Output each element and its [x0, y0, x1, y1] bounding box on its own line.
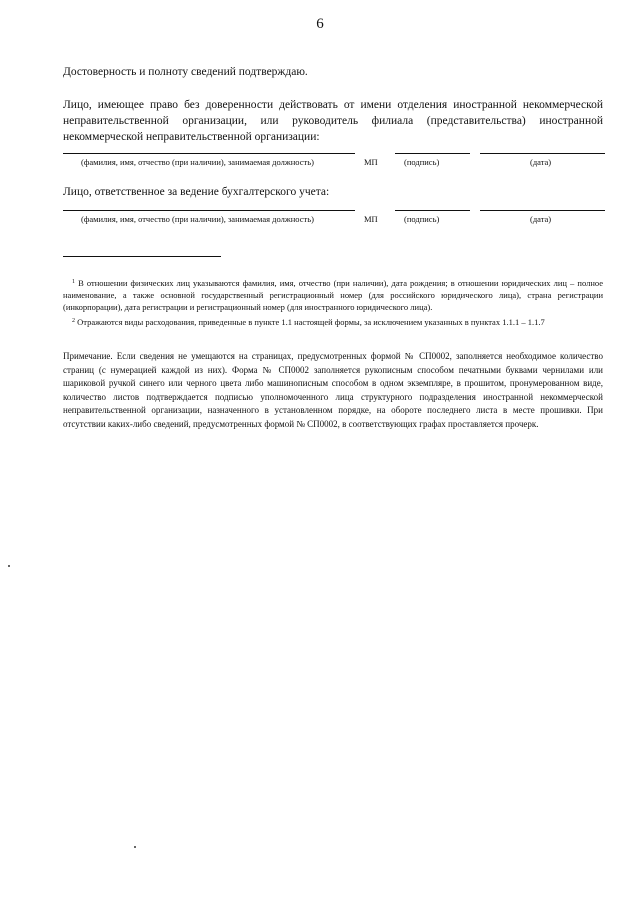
confirmation-statement: Достоверность и полноту сведений подтверждаю.	[63, 66, 308, 78]
date-caption: (дата)	[530, 157, 552, 167]
signature-caption: (подпись)	[404, 157, 440, 167]
footnote-marker: 2	[72, 318, 75, 324]
stamp-caption: МП	[364, 214, 378, 224]
footnote-2	[63, 315, 603, 328]
footnote-separator	[63, 256, 221, 257]
footnote-marker: 1	[72, 279, 75, 285]
date-caption: (дата)	[530, 214, 552, 224]
footnote-text: В отношении физических лиц указываются фамилия, имя, отчество (при наличии), дата рождения; в отношении юридических лиц – полное наименование, а также основной государственный регистрационный номер (для российского юридического лица), страна регистрации (инкорпорации), дата регистрации и регистрационный номер (для иностранного юридического лица).	[63, 278, 604, 312]
footnote-1	[63, 276, 603, 313]
form-note: Примечание. Если сведения не умещаются на страницах, предусмотренных формой № СП0002, заполняется необходимое количество страниц (с нумерацией каждой из них). Форма № СП0002 заполняется рукописным способом печатными буквами чернилами или шариковой ручкой синего или черного цвета либо машинописным способом в одном экземпляре, в прошитом, пронумерованном виде, количество листов подтверждается подписью уполномоченного лица структурного подразделения иностранной некоммерческой неправительственной организации, назначенного в установленном порядке, на обороте последнего листа в месте прошивки. При отсутствии каких-либо сведений, предусмотренных формой № СП0002, в соответствующих графах проставляется прочерк.	[63, 351, 603, 429]
scan-speck	[134, 846, 136, 848]
footnote-text: Отражаются виды расходования, приведенные в пункте 1.1 настоящей формы, за исключением указанных в пунктах 1.1.1 – 1.1.7	[77, 317, 545, 327]
signature-line	[395, 153, 470, 154]
signature-caption: (подпись)	[404, 214, 440, 224]
accounting-person-statement: Лицо, ответственное за ведение бухгалтерского учета:	[63, 186, 330, 198]
signature-line	[395, 210, 470, 211]
name-position-line	[63, 210, 355, 211]
date-line	[480, 210, 605, 211]
date-line	[480, 153, 605, 154]
stamp-caption: МП	[364, 157, 378, 167]
name-position-line	[63, 153, 355, 154]
page-number: 6	[316, 16, 324, 32]
scan-speck	[8, 565, 10, 567]
name-position-caption: (фамилия, имя, отчество (при наличии), занимаемая должность)	[81, 157, 314, 167]
authorized-person-statement: Лицо, имеющее право без доверенности действовать от имени отделения иностранной некоммерческой неправительственной организации, или руководитель филиала (представительства) иностранной некоммерческой неправительственной организации:	[63, 99, 603, 143]
name-position-caption: (фамилия, имя, отчество (при наличии), занимаемая должность)	[81, 214, 314, 224]
